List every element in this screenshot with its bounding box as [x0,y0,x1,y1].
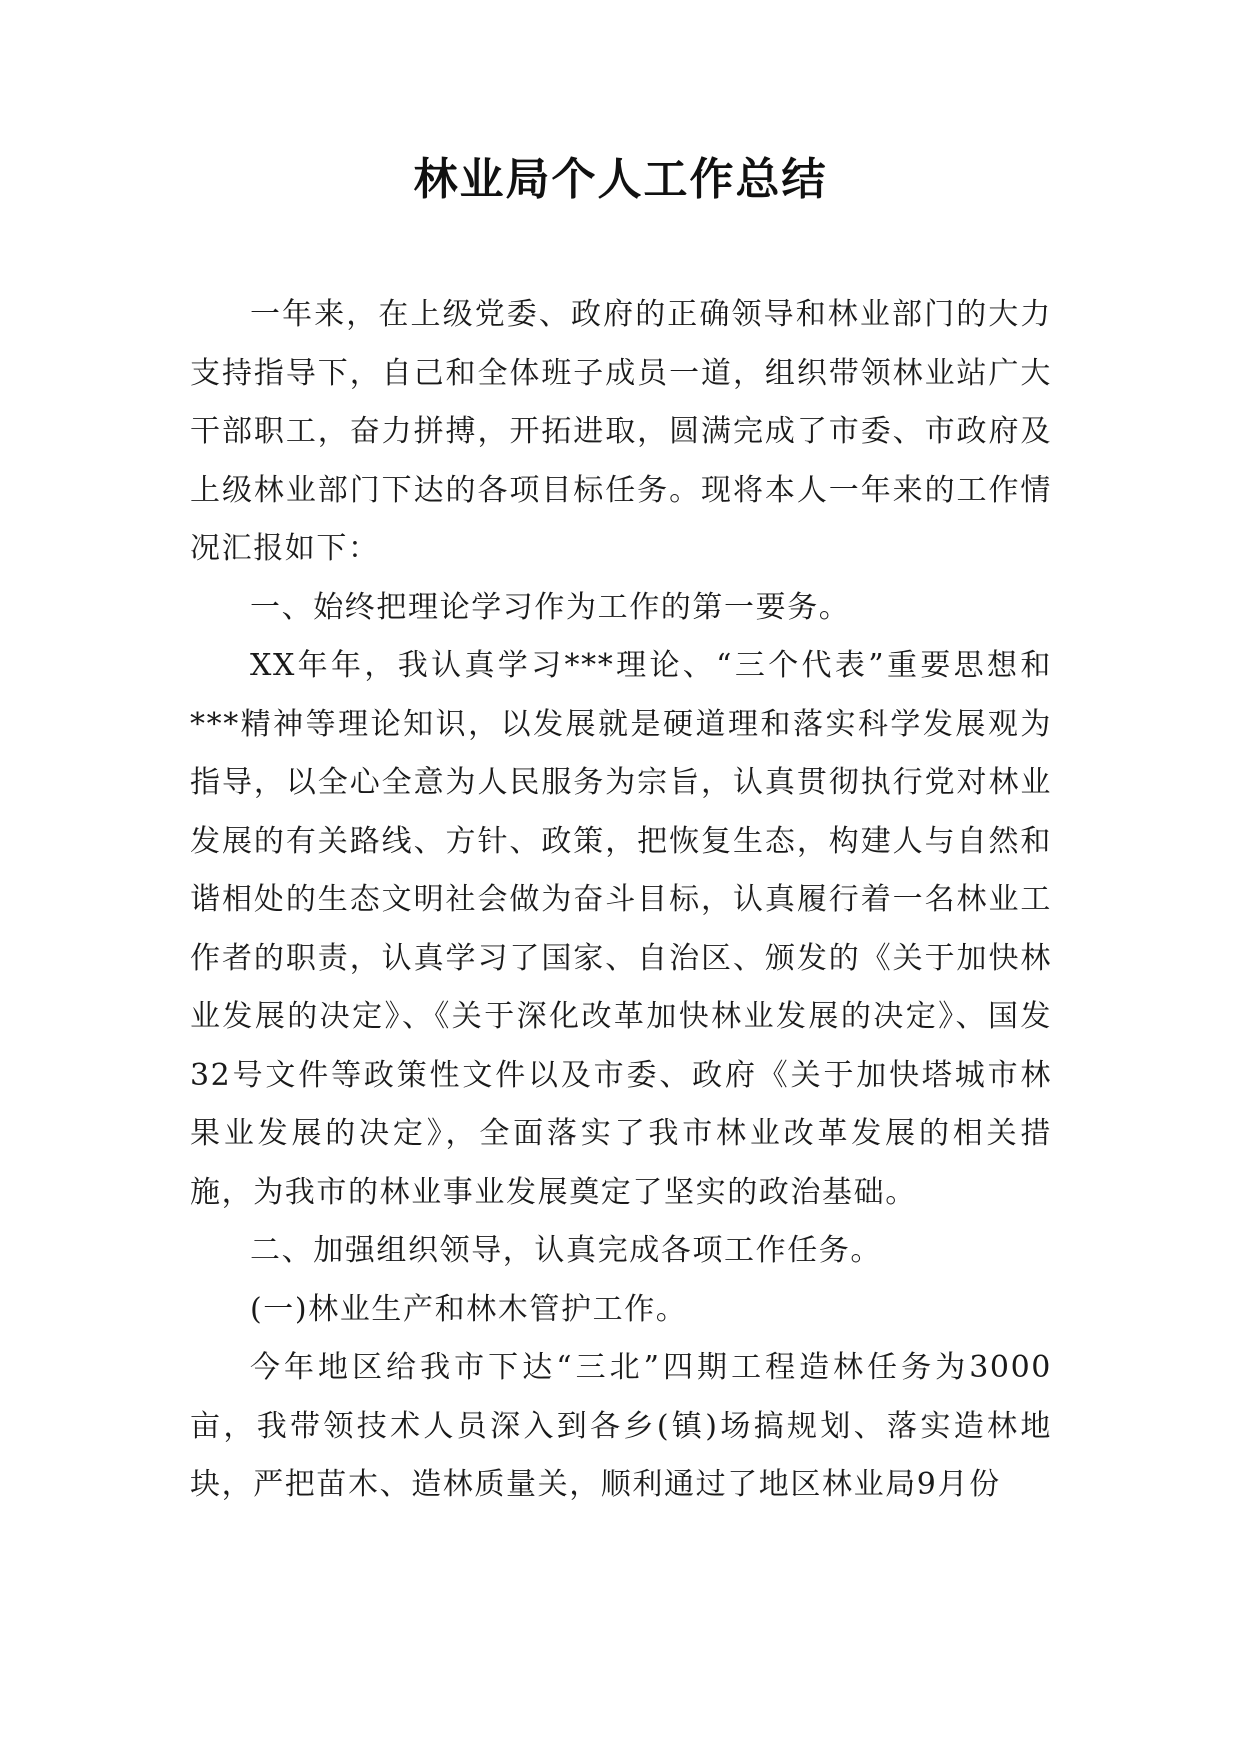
document-body [190,286,1052,1515]
paragraph-afforestation: 今年地区给我市下达“三北”四期工程造林任务为3000亩，我带领技术人员深入到各乡(镇)场搞规划、落实造林地块，严把苗木、造林质量关，顺利通过了地区林业局9月份 [190,1350,1052,1502]
document-title: 林业局个人工作总结 [413,154,828,205]
paragraph-theory-study: XX年年，我认真学习***理论、“三个代表”重要思想和***精神等理论知识，以发展就是硬道理和落实科学发展观为指导，以全心全意为人民服务为宗旨，认真贯彻执行党对林业发展的有关路线、方针、政策，把恢复生态，构建人与自然和谐相处的生态文明社会做为奋斗目标，认真履行着一名林业工作者的职责，认真学习了国家、自治区、颁发的《关于加快林业发展的决定》、《关于深化改革加快林业发展的决定》、国发32号文件等政策性文件以及市委、政府《关于加快塔城市林果业发展的决定》，全面落实了我市林业改革发展的相关措施，为我市的林业事业发展奠定了坚实的政治基础。 [190,648,1052,1210]
paragraph-intro: 一年来，在上级党委、政府的正确领导和林业部门的大力支持指导下，自己和全体班子成员一道，组织带领林业站广大干部职工，奋力拼搏，开拓进取，圆满完成了市委、市政府及上级林业部门下达的各项目标任务。现将本人一年来的工作情况汇报如下： [190,297,1052,566]
section-heading-2: 二、加强组织领导，认真完成各项工作任务。 [250,1233,882,1268]
section-heading-1: 一、始终把理论学习作为工作的第一要务。 [250,589,851,625]
subsection-heading-1: (一)林业生产和林木管护工作。 [250,1291,688,1327]
